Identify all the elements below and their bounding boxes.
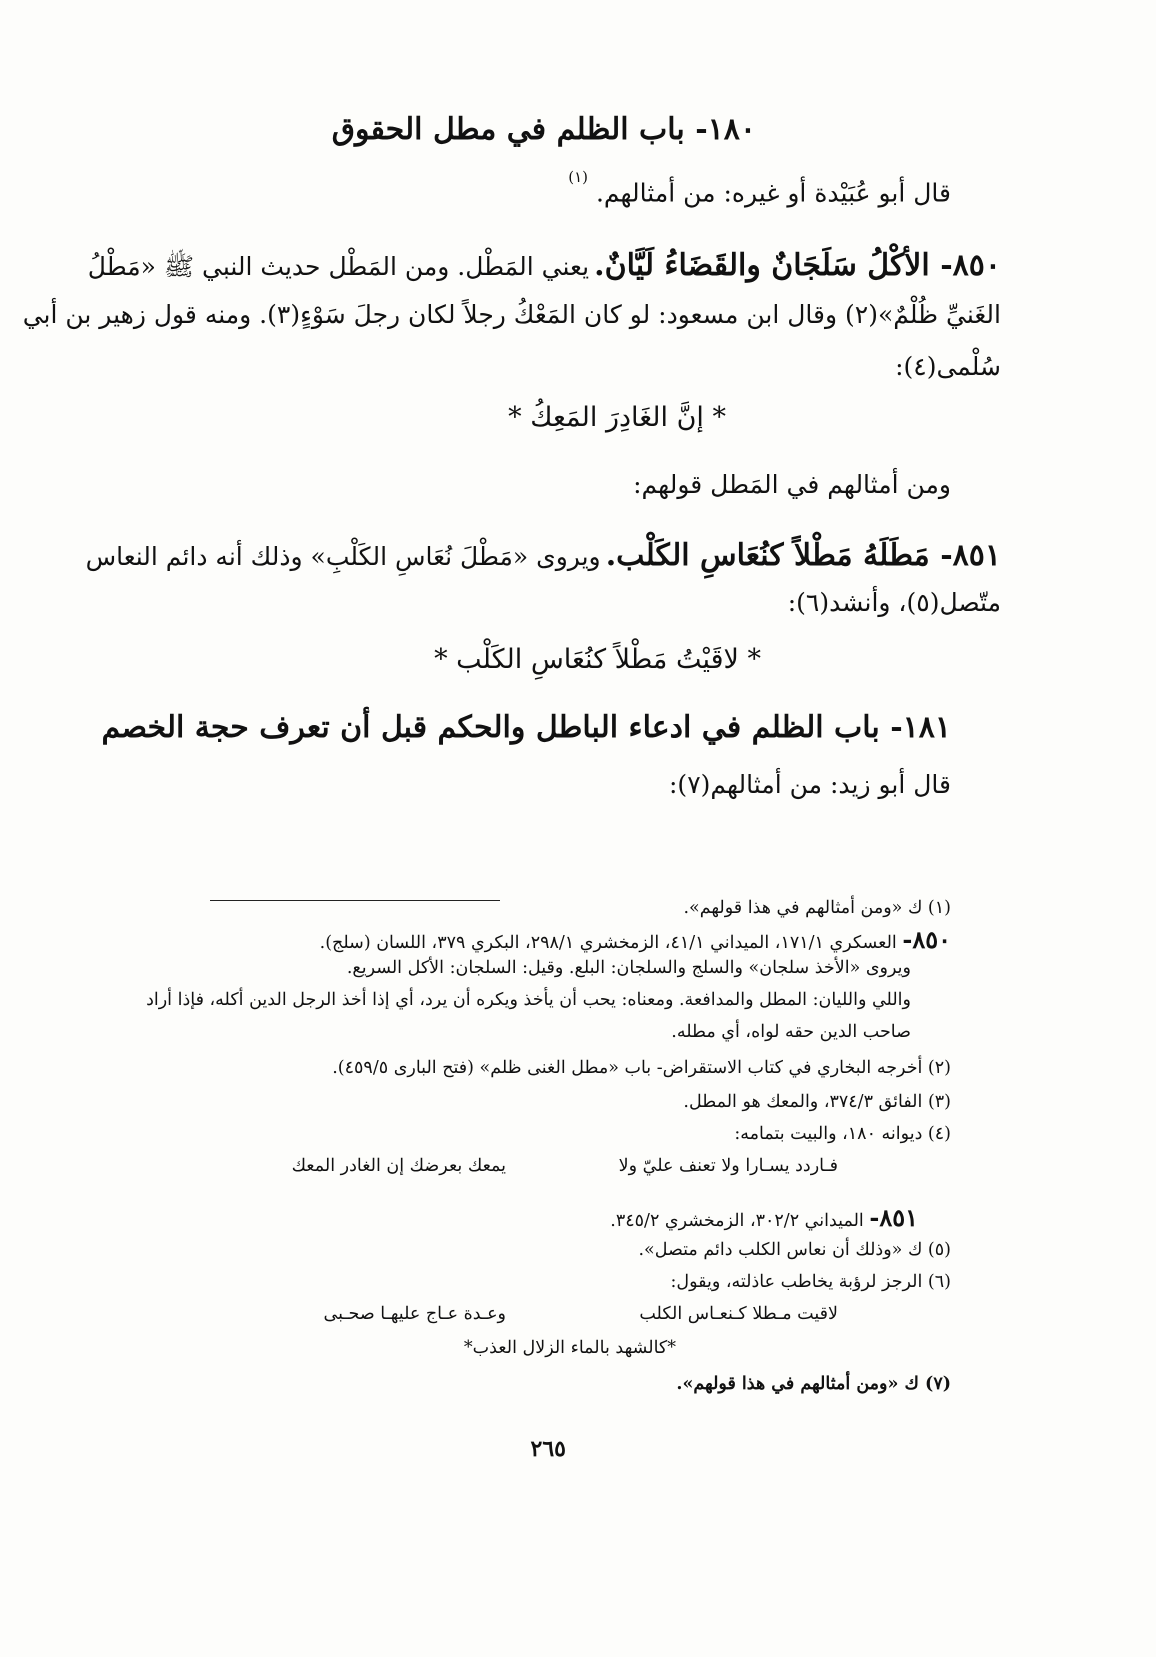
verse-1: * إنَّ الغَادِرَ المَعِكُ *: [508, 402, 726, 433]
footnote-6-hemistich-2: وعـدة عـاج عليهـا صحـبى: [323, 1304, 506, 1324]
proverb-850-line1: [88, 248, 1001, 288]
footnote-851: [610, 1203, 918, 1232]
section-heading-180: ١٨٠- باب الظلم في مطل الحقوق: [331, 112, 756, 147]
proverb-850: ٨٥٠- الأكْلُ سَلَجَانٌ والقَضَاءُ لَيَّانٌ.: [594, 248, 1001, 283]
intro-180-text: قال أبو عُبَيْدة أو غيره: من أمثالهم.: [595, 178, 951, 208]
footnote-850: [319, 925, 951, 954]
intro-181: قال أبو زيد: من أمثالهم(٧):: [669, 770, 951, 799]
proverb-851-commentary: ويروى «مَطْلَ نُعَاسِ الكَلْبِ» وذلك أنه دائم النعاس: [85, 542, 601, 571]
footnote-3: (٣) الفائق ٣٧٤/٣، والمعك هو المطل.: [683, 1092, 951, 1112]
footnote-4: (٤) ديوانه ١٨٠، والبيت بتمامه:: [734, 1124, 951, 1144]
proverb-850-line3: سُلْمى(٤):: [895, 352, 1001, 381]
proverb-851-line1: [86, 538, 1001, 573]
verse-2: * لاقَيْتُ مَطْلاً كنُعَاسِ الكَلْب *: [434, 644, 761, 675]
proverb-851: ٨٥١- مَطَلَهُ مَطْلاً كنُعَاسِ الكَلْب.: [605, 538, 1001, 573]
footnote-6-hemistich-3: *كالشهد بالماء الزلال العذب*: [463, 1338, 676, 1358]
footnote-2: (٢) أخرجه البخاري في كتاب الاستقراض- باب «مطل الغنى ظلم» (فتح البارى ٤٥٩/٥).: [332, 1058, 951, 1078]
proverb-851-line2: متّصل(٥)، وأنشد(٦):: [787, 588, 1001, 617]
footnote-850-number: ٨٥٠-: [902, 925, 951, 954]
footnote-1: (١) ك «ومن أمثالهم في هذا قولهم».: [683, 898, 951, 918]
footnote-4-hemistich-2: يمعك بعرضك إن الغادر المعك: [291, 1156, 506, 1176]
footnote-ref-1: (١): [568, 168, 588, 186]
intro-851: ومن أمثالهم في المَطل قولهم:: [633, 470, 951, 499]
footnote-850-sources: العسكري ١٧١/١، الميداني ٤١/١، الزمخشري ٢٩٨/١، البكري ٣٧٩، اللسان (سلج).: [319, 933, 897, 953]
intro-180: [568, 168, 951, 208]
footnote-6-hemistich-1: لاقيت مـطلا كـنعـاس الكلب: [639, 1304, 838, 1324]
footnote-851-sources: الميداني ٣٠٢/٢، الزمخشري ٣٤٥/٢.: [610, 1211, 864, 1231]
footnote-6: (٦) الرجز لرؤبة يخاطب عاذلته، ويقول:: [670, 1272, 951, 1292]
footnote-850-c1: واللي والليان: المطل والمدافعة. ومعناه: يحب أن يأخذ ويكره أن يرد، أي إذا أخذ الرجل الدين أكله، فإذا أراد: [146, 990, 911, 1010]
section-heading-181: ١٨١- باب الظلم في ادعاء الباطل والحكم قبل أن تعرف حجة الخصم: [101, 710, 951, 745]
footnote-7: (٧) ك «ومن أمثالهم في هذا قولهم».: [676, 1374, 951, 1394]
footnote-851-number: ٨٥١-: [869, 1203, 918, 1232]
page-number: ٢٦٥: [530, 1436, 566, 1462]
footnote-850-b: ويروى «الأخذ سلجان» والسلج والسلجان: البلع. وقيل: السلجان: الأكل السريع.: [346, 958, 911, 978]
footnote-4-hemistich-1: فـاردد يسـارا ولا تعنف عليّ ولا: [618, 1156, 838, 1176]
footnote-5: (٥) ك «وذلك أن نعاس الكلب دائم متصل».: [638, 1240, 951, 1260]
proverb-850-line2: الغَنيِّ ظُلْمٌ»(٢) وقال ابن مسعود: لو كان المَعْكُ رجلاً لكان رجلَ سَوْءٍ(٣). ومنه قول زهير بن أبي: [22, 300, 1001, 329]
footnote-850-c2: صاحب الدين حقه لواه، أي مطله.: [671, 1022, 911, 1042]
footnote-separator: [210, 900, 500, 901]
proverb-850-commentary: يعني المَطْل. ومن المَطْل حديث النبي ﷺ «مَطْلُ: [87, 252, 590, 281]
